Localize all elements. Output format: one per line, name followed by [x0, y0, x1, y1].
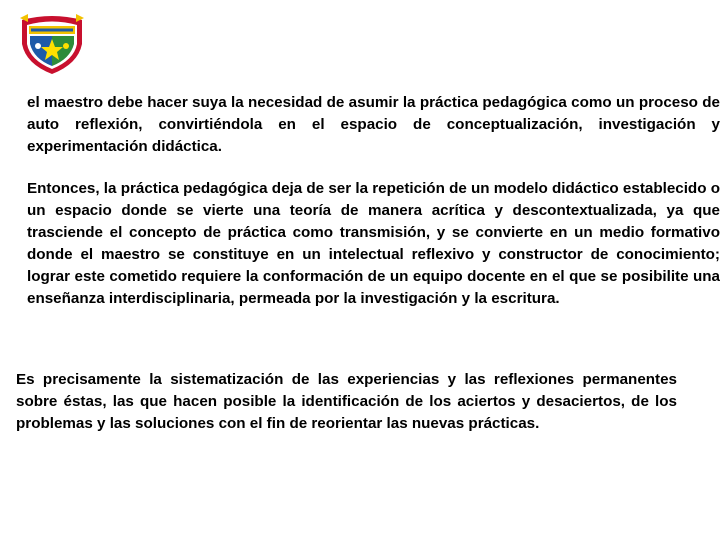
institution-shield-logo: [18, 14, 86, 76]
paragraph-practica-pedagogica: Entonces, la práctica pedagógica deja de ser la repetición de un modelo didáctico establecido o un espacio donde se vierte una teoría de manera acrítica y descontextualizada, ya que trasciende el concepto de práctica como transmisión, y se convierte en un medio formativo donde el maestro se constituye en un intelectual reflexivo y constructor de conocimiento; lograr este cometido requiere la conformación de un equipo docente en el que se posibilite una enseñanza interdisciplinaria, permeada por la investigación y la escritura.: [27, 180, 720, 307]
paragraph-reflexion: el maestro debe hacer suya la necesidad de asumir la práctica pedagógica como un proceso de auto reflexión, convirtiéndola en el espacio de conceptualización, investigación y experimentación didáctica.: [27, 94, 720, 155]
paragraph-sistematizacion: Es precisamente la sistematización de las experiencias y las reflexiones permanentes sobre éstas, las que hacen posible la identificación de los aciertos y desaciertos, de los problemas y las soluciones con el fin de reorientar las nuevas prácticas.: [16, 371, 677, 432]
